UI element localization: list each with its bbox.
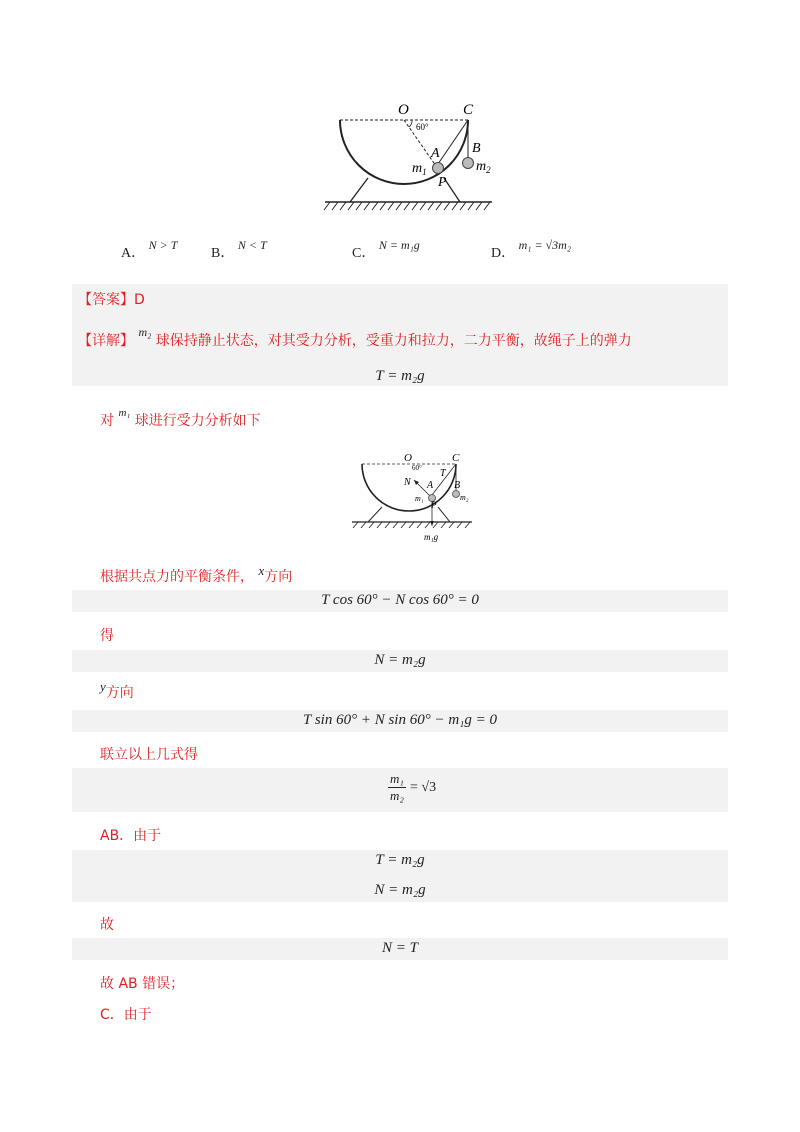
ab-due-line: AB．由于 xyxy=(100,828,162,844)
condition-text: 根据共点力的平衡条件， xyxy=(100,569,254,585)
fig2-label-c: C xyxy=(452,452,460,464)
option-d xyxy=(491,238,571,262)
m1-var: m₁ xyxy=(118,407,131,419)
option-b xyxy=(211,238,267,262)
ball-m2 xyxy=(463,158,474,169)
y-line xyxy=(100,679,134,702)
therefore-line: 故 xyxy=(100,917,114,933)
label-m1: $m_1$ xyxy=(412,161,427,177)
eq-n2: N = m₂g xyxy=(374,882,426,898)
option-d-letter: D． xyxy=(491,246,516,261)
option-d-expr: m₁ = √3m₂ xyxy=(518,238,571,252)
option-c-expr: N = m₁g xyxy=(378,238,420,252)
label-p: P xyxy=(438,175,447,190)
detail-var: m₂ xyxy=(138,325,152,339)
label-angle: 60° xyxy=(416,122,429,132)
ab-wrong-line: 故 AB 错误； xyxy=(100,976,185,992)
get-line: 得 xyxy=(100,628,114,644)
label-a: A xyxy=(431,146,440,161)
fig2-label-o: O xyxy=(404,452,412,464)
c-due-line: C．由于 xyxy=(100,1007,152,1023)
answer-line xyxy=(78,289,145,309)
condition-line xyxy=(100,563,293,586)
fig2-label-n: N xyxy=(404,477,411,488)
label-m2: $m_2$ xyxy=(476,159,491,175)
ratio-rhs: = √3 xyxy=(410,779,437,795)
ratio-num: m₁ xyxy=(390,771,404,786)
option-b-expr: N < T xyxy=(237,238,267,252)
option-a-letter: A． xyxy=(121,246,146,261)
x-dir: 方向 xyxy=(264,569,293,585)
answer-label: 【答案】 xyxy=(78,292,134,308)
bowl-figure xyxy=(320,100,500,215)
option-b-letter: B． xyxy=(211,246,235,261)
answer-value: D xyxy=(134,292,145,308)
m1-prefix: 对 xyxy=(100,413,114,429)
label-b: B xyxy=(472,141,481,156)
m1-analysis-line xyxy=(100,407,261,430)
detail-equation: T = m₂g xyxy=(375,368,425,384)
detail-text: 球保持静止状态，对其受力分析，受重力和拉力，二力平衡，故绳子上的弹力 xyxy=(155,333,632,349)
fig2-label-m2: m₂ xyxy=(460,493,469,502)
m1-text: 球进行受力分析如下 xyxy=(134,413,261,429)
fig2-label-angle: 60° xyxy=(412,464,422,472)
ball-m2-small xyxy=(453,491,460,498)
fig2-label-a: A xyxy=(427,480,434,491)
ratio-den: m₂ xyxy=(390,788,404,803)
combine-line: 联立以上几式得 xyxy=(100,747,198,763)
ratio-fraction xyxy=(388,771,406,804)
fig2-label-p: P xyxy=(431,500,437,510)
ball-m1 xyxy=(433,163,444,174)
eq-t2: T = m₂g xyxy=(375,852,425,868)
label-o: O xyxy=(398,102,409,118)
option-c-letter: C． xyxy=(352,246,376,261)
y-var: y xyxy=(100,679,106,694)
eq-nt: N = T xyxy=(382,940,418,956)
force-diagram xyxy=(348,450,478,545)
fig2-label-weight: m₁g xyxy=(424,532,439,542)
option-a xyxy=(121,238,178,262)
fig2-label-b: B xyxy=(454,480,461,491)
ratio-equation xyxy=(388,771,436,804)
eq-x: T cos 60° − N cos 60° = 0 xyxy=(321,592,479,608)
fig2-label-t: T xyxy=(440,468,446,479)
label-c: C xyxy=(463,102,474,118)
detail-label: 【详解】 xyxy=(78,333,134,349)
x-var: x xyxy=(258,563,265,578)
eq-n: N = m₂g xyxy=(374,652,426,668)
eq-y: T sin 60° + N sin 60° − m₁g = 0 xyxy=(303,712,497,728)
detail-line xyxy=(78,325,632,350)
y-dir: 方向 xyxy=(105,685,134,701)
option-a-expr: N > T xyxy=(148,238,178,252)
fig2-label-m1: m₁ xyxy=(415,494,424,503)
option-c xyxy=(352,238,420,262)
